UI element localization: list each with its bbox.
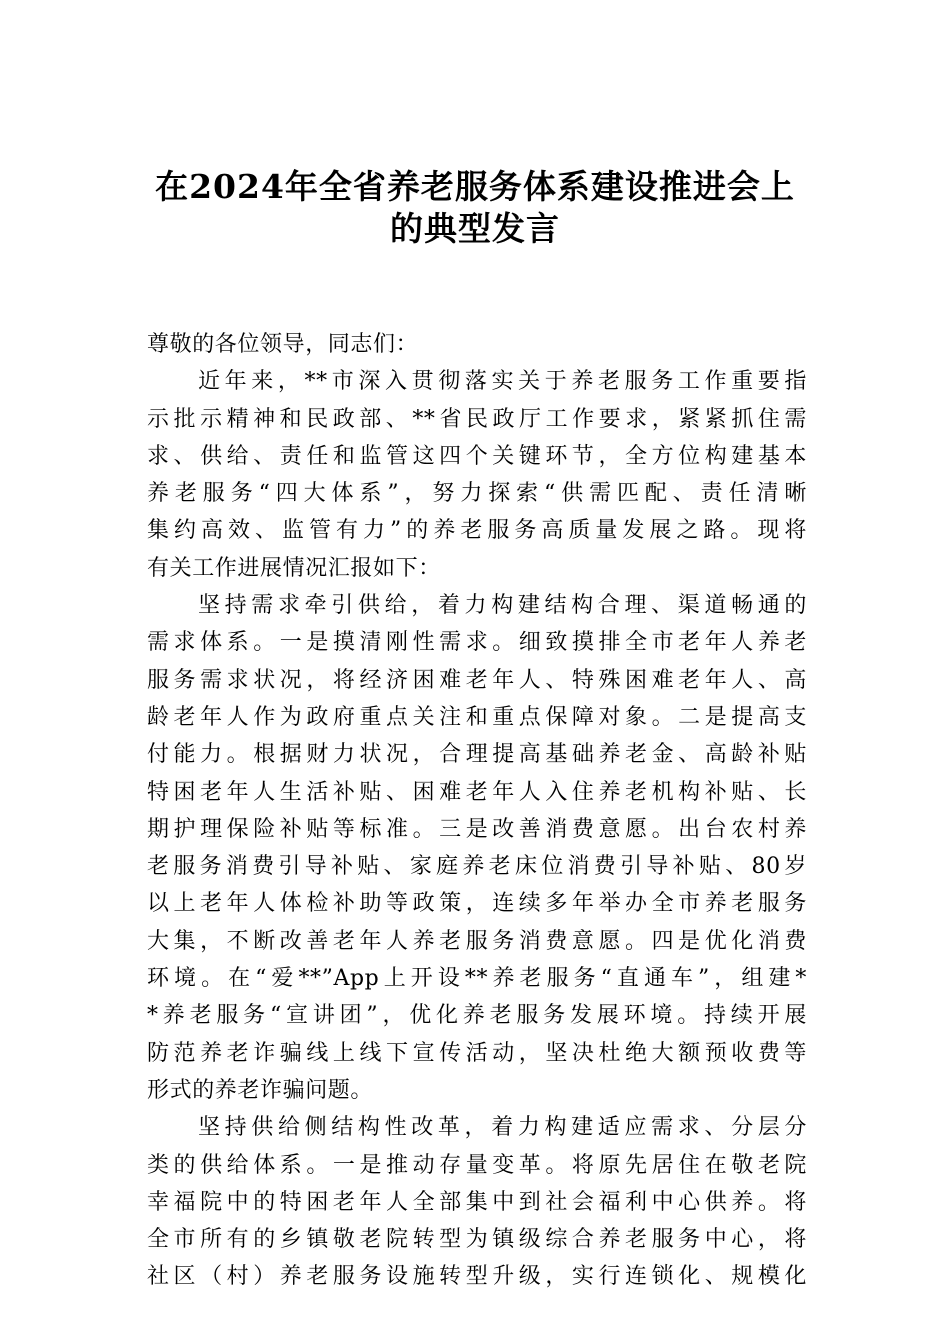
body-text-line: 形式的养老诈骗问题。 (147, 1077, 374, 1103)
body-text-line: 坚持供给侧结构性改革，着力构建适应需求、分层分 (198, 1115, 807, 1141)
body-text-line: 集约高效、监管有力”的养老服务高质量发展之路。现将 (147, 518, 807, 544)
body-text-line: 类的供给体系。一是推动存量变革。将原先居住在敬老院 (147, 1152, 807, 1178)
body-text-line: 近年来，**市深入贯彻落实关于养老服务工作重要指 (198, 369, 807, 395)
body-text-line: 以上老年人体检补助等政策，连续多年举办全市养老服务 (147, 891, 807, 917)
body-text-line: 龄老年人作为政府重点关注和重点保障对象。二是提高支 (147, 704, 807, 730)
body-text-line: 求、供给、责任和监管这四个关键环节，全方位构建基本 (147, 443, 807, 469)
document-title-line-2: 的典型发言 (390, 209, 560, 248)
body-text-line: 全市所有的乡镇敬老院转型为镇级综合养老服务中心，将 (147, 1227, 807, 1253)
body-text-line: 尊敬的各位领导，同志们： (147, 332, 419, 357)
body-text-line: 有关工作进展情况汇报如下： (147, 555, 441, 581)
body-text-line: 特困老年人生活补贴、困难老年人入住养老机构补贴、长 (147, 779, 807, 805)
body-text-line: 大集，不断改善老年人养老服务消费意愿。四是优化消费 (147, 928, 807, 954)
body-text-line: 坚持需求牵引供给，着力构建结构合理、渠道畅通的 (198, 593, 807, 619)
body-text-line: 期护理保险补贴等标准。三是改善消费意愿。出台农村养 (147, 816, 807, 842)
body-text-line: 付能力。根据财力状况，合理提高基础养老金、高龄补贴 (147, 742, 807, 768)
document-title-line-1: 在2024年全省养老服务体系建设推进会上 (155, 167, 795, 206)
body-text-line: 社区（村）养老服务设施转型升级，实行连锁化、规模化 (147, 1264, 807, 1290)
body-text-line: *养老服务“宣讲团”，优化养老服务发展环境。持续开展 (147, 1003, 807, 1029)
body-text-line: 幸福院中的特困老年人全部集中到社会福利中心供养。将 (147, 1189, 807, 1215)
body-text-line: 需求体系。一是摸清刚性需求。细致摸排全市老年人养老 (147, 630, 807, 656)
body-text-line: 老服务消费引导补贴、家庭养老床位消费引导补贴、80岁 (147, 854, 807, 880)
body-text-line: 服务需求状况，将经济困难老年人、特殊困难老年人、高 (147, 667, 807, 693)
body-text-line: 防范养老诈骗线上线下宣传活动，坚决杜绝大额预收费等 (147, 1040, 807, 1066)
body-text-line: 环境。在“爱**”App上开设**养老服务“直通车”，组建* (147, 966, 807, 992)
document-body (147, 326, 807, 1296)
body-text-line: 示批示精神和民政部、**省民政厅工作要求，紧紧抓住需 (147, 406, 807, 432)
body-text-line: 养老服务“四大体系”，努力探索“供需匹配、责任清晰 (147, 481, 807, 507)
